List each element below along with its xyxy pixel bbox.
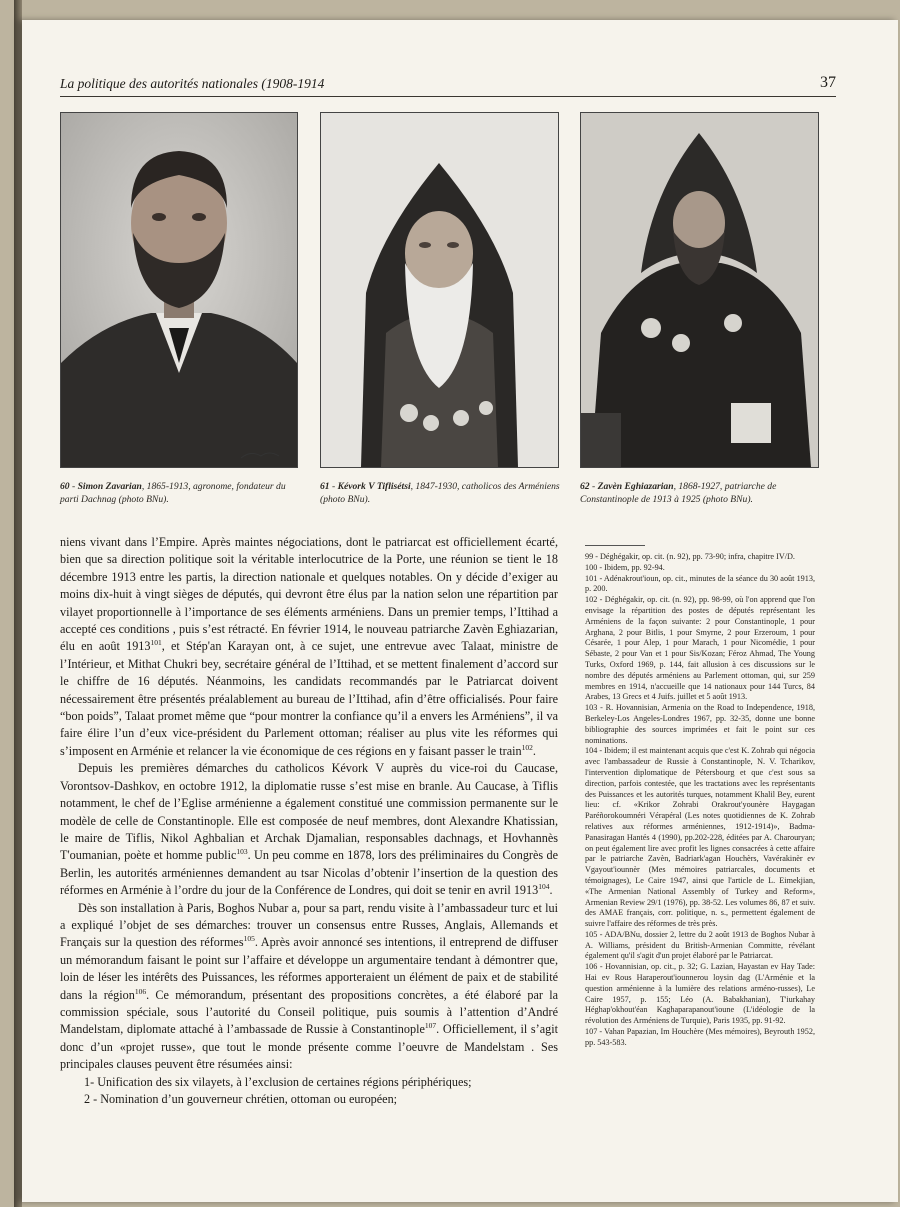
footnote-ref: 102: [521, 742, 533, 752]
footnote-ref: 107: [424, 1021, 437, 1031]
footnote: 104 - Ibidem; il est maintenant acquis que c'est K. Zohrab qui négocia avec l'ambassadeur de Russie à Constantinople, N. V. Tcharikov, l'intervention diplomatique de Pétersbourg et que c'est sous sa direction, parfois contestée, que les tractations avec les représentants des Puissances et les autorités turques, notamment Khalil Bey, eurent lieu: cf. «Krikor Zohrabi Orakrout'younère Haygagan Paréñorokoumnéri Vérapéral (Les notes quotidiennes de K. Zohrab relatives aux réformes arméniennes, 1912-1914)», Badma-Panasiragan Hantés 4 (1990), pp.202-228, éditées par A. Charouryan; on peut également lire avec profit les lignes consacrées à cette affaire par le patriarche Zavèn, Badriark'agan Houchèrs, Vavérakinèr ev Vgayout'iounnèr (Mes mémoires patriarcales, documents et témoignages), Le Caire 1947, ainsi que l'article de L. Eimekjian, «The Armenian National Assembly of Turkey and Reform», Armenian Review 29/1 (1976), pp. 38-52. Les volumes 86, 87 et suiv. des AMAE français, corr. politique, n. s., permettent également de suivre l'affaire des réformes de très près.: [585, 746, 815, 929]
photo-caption-details: , 1868-1927, patriarche de Constantinople de 1913 à 1925 (photo BNu).: [580, 481, 777, 505]
footnotes-column: [585, 552, 815, 1049]
footnote: 102 - Déghégakir, op. cit. (n. 92), pp. 98-99, où l'on apprend que l'on envisage la répartition des postes de députés représentant les Arméniens de la façon suivante: 2 pour Constantinople, 1 pour Arghana, 2 pour Bitlis, 1 pour Smyrne, 2 pour Erzeroum, 1 pour Césarée, 1 pour Alep, 1 pour Marach, 1 pour Nicomédie, 1 pour Sébaste, 2 pour Van et 1 pour Sis/Kozan; Féroz Ahmad, The Young Turks, Oxford 1969, p. 144, fait allusion à ces discussions sur le nombre des députés arméniens au Parlement ottoman, qui, sur 259 membres en 1914, n'accueille que 14 nationaux pour 144 Turcs, 84 Arabes, 13 Grecs et 4 Juifs. juillet et 5 août 1913.: [585, 595, 815, 702]
paragraph: Depuis les premières démarches du catholicos Kévork V auprès du vice-roi du Caucase, Vorontsov-Dashkov, en octobre 1912, la diplomatie russe s’est mise en branle. Au Caucase, à Tiflis notamment, le chef de l’Eglise arménienne a également constitué une commission permanente sur le modèle de celle de Constantinople. Elle est composée de neuf membres, dont Alexandre Khatissian, le maire de Tiflis, Nikol Aghbalian et Archak Djamalian, responsables dachnags, et Hovhannès T'oumanian, poète et homme public$^{103}$. Un peu comme en 1878, lors des préliminaires du Congrès de Berlin, les autorités arméniennes demandent au tsar Nicolas d’obtenir l’insertion de la question des réformes en Arménie à l’ordre du jour de la Conférence de Londres, qui doit se tenir en avril 1913$^{104}$.: [60, 761, 558, 898]
footnote-ref: 103: [236, 847, 248, 857]
page-number: 37: [820, 74, 836, 91]
photo-caption-details: , 1865-1913, agronome, fondateur du parti Dachnag (photo BNu).: [60, 481, 286, 505]
footnote-ref: 106: [134, 986, 147, 996]
footnote: 101 - Adénakrout'ioun, op. cit., minutes de la séance du 30 août 1913, p. 200.: [585, 573, 815, 594]
portrait-photo-eghiazarian: [580, 112, 819, 468]
portrait-photo-zavarian: [60, 112, 298, 468]
footnote-ref: 104: [538, 882, 550, 892]
paragraph: niens vivant dans l’Empire. Après maintes négociations, dont le patriarcat est officiellement écarté, bien que sa direction politique soit la véritable interlocutrice de la Porte, une réunion se tient le 18 décembre 1913 entre les partis, la direction nationale et quelques notables. On y décide d’exiger au moins dix-huit à vingt sièges de députés, qui devront être élus par la nation selon une répartition par vilayet proportionnelle à l’importance de ses éléments arméniens. Dans un premier temps, l’Ittihad a accepté ces conditions , puis s’est rétracté. En février 1914, le nouveau patriarche Zavèn Eghiazarian, élu en août 1913$^{101}$, et Stép'an Karayan ont, à ce sujet, une entrevue avec Talaat, ministre de l’Intérieur, et Mithat Chukri bey, secrétaire général de l’Ittihad, et se mettent finalement d’accord sur le chiffre de 16 députés. Néanmoins, les candidats recommandés par le Patriarcat doivent nécessairement être présentés préalablement au bureau de l’Ittihad, afin d’être officialisés. Pour faire “bon poids”, Talaat promet même que “pour montrer la confiance qu’il a envers les Arméniens”, il va faire élire l’un d’eux vice-président du Parlement ottoman; réaliser au plus vite les réformes qui s’imposent en Arménie et relancer la vie économique de ces régions en y faisant passer le train$^{102}$.: [60, 535, 558, 758]
footnote: 100 - Ibidem, pp. 92-94.: [585, 562, 665, 572]
footnote-ref: 101: [150, 638, 162, 648]
photo-caption-name: Simon Zavarian: [77, 481, 142, 492]
photo-caption-62: 62 - Zavèn Eghiazarian, 1868-1927, patriarche de Constantinople de 1913 à 1925 (photo BNu).: [580, 481, 777, 505]
photo-caption-number: 62: [580, 481, 590, 492]
book-spine-shadow: [14, 0, 22, 1207]
list-item: 1- Unification des six vilayets, à l’exclusion de certaines régions périphériques;: [84, 1074, 472, 1089]
photo-caption-61: 61 - Kévork V Tiflisétsi, 1847-1930, catholicos des Arméniens (photo BNu).: [320, 481, 560, 505]
portrait-photo-kevork: [320, 112, 559, 468]
photo-caption-name: Kévork V Tiflisétsi: [337, 481, 411, 492]
photo-caption-details: , 1847-1930, catholicos des Arméniens (photo BNu).: [320, 481, 560, 505]
photo-caption-number: 60: [60, 481, 70, 492]
main-text-column: [60, 534, 558, 1108]
photo-caption-name: Zavèn Eghiazarian: [597, 481, 674, 492]
footnote: 106 - Hovannisian, op. cit., p. 32; G. Lazian, Hayastan ev Hay Tade: Hai ev Rous Haraperout'iounnerou loysin dag (L'Arménie et la question arménienne à la lumière des relations arméno-russes), Le Caire 1957, p. 155; Léo (A. Babakhanian), T'iurkahay Héghap'okhout'éan Kaghaparapanout'ioune (L'idéologie de la révolution des Arméniens de Turquie), Paris 1935, pp. 91-92.: [585, 962, 815, 1026]
footnote: 99 - Déghégakir, op. cit. (n. 92), pp. 73-90; infra, chapitre IV/D.: [585, 552, 795, 561]
list-item: 2 - Nomination d’un gouverneur chrétien, ottoman ou européen;: [84, 1092, 398, 1106]
footnote: 105 - ADA/BNu, dossier 2, lettre du 2 août 1913 de Boghos Nubar à A. Williams, président du British-Armenian Committe, révélant également qu'il s'agit d'un projet élaboré par le Patriarcat.: [585, 929, 815, 961]
photo-caption-60: 60 - Simon Zavarian, 1865-1913, agronome, fondateur du parti Dachnag (photo BNu).: [60, 481, 286, 505]
footnote: 103 - R. Hovannisian, Armenia on the Road to Independence, 1918, Berkeley-Los Angeles-Londres 1967, pp. 32-35, donne une bonne bibliographie des sources imprimées et fait le point sur ces nominations.: [585, 703, 815, 745]
paragraph: Dès son installation à Paris, Boghos Nubar a, pour sa part, rendu visite à l’ambassadeur turc et lui a expliqué l’objet de ses démarches: trouver un consensus entre Russes, Anglais, Allemands et Français sur la question des réformes$^{105}$. Après avoir annoncé ses intentions, il entreprend de diffuser un mémorandum faisant le point sur l’affaire et développe un argumentaire tendant à démontrer que, loin de léser les intérêts des Puissances, les réformes apporteraient un élément de paix et de stabilité dans la région$^{106}$. Ce mémorandum, présentant des propositions concrètes, a été élaboré par la commission spéciale, sous l’autorité du Conseil politique, puis soumis à l’attention d’André Mandelstam, diplomate attaché à l’ambassade de Russie à Constantinople$^{107}$. Officiellement, il s’agit donc d’un «projet russe», que tout le monde présente comme l’oeuvre de Mandelstam . Ses principales clauses peuvent être résumées ainsi:: [60, 900, 558, 1072]
running-header: [60, 76, 836, 97]
photo-caption-number: 61: [320, 481, 330, 492]
footnote-divider: [585, 545, 645, 546]
footnote: 107 - Vahan Papazian, Im Houchère (Mes mémoires), Beyrouth 1952, pp. 543-583.: [585, 1027, 815, 1047]
footnote-ref: 105: [243, 934, 255, 944]
running-header-title: La politique des autorités nationales (1908-1914: [60, 76, 325, 91]
